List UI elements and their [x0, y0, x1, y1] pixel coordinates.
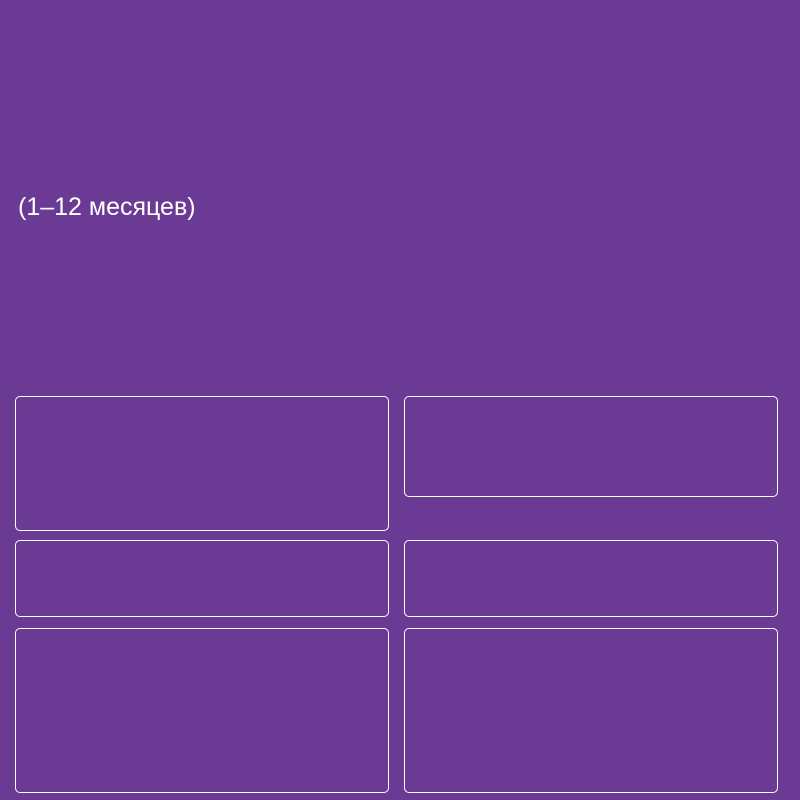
nutrition-box-ru	[15, 540, 389, 617]
product-title	[18, 190, 196, 224]
additives-box-ru	[15, 628, 389, 793]
title-line-2: (1–12 месяцев)	[18, 193, 196, 221]
additives-box-en	[404, 628, 778, 793]
nutrition-box-en	[404, 540, 778, 617]
composition-box-ru	[15, 396, 389, 531]
top-graphic	[0, 0, 800, 180]
composition-box-en	[404, 396, 778, 497]
